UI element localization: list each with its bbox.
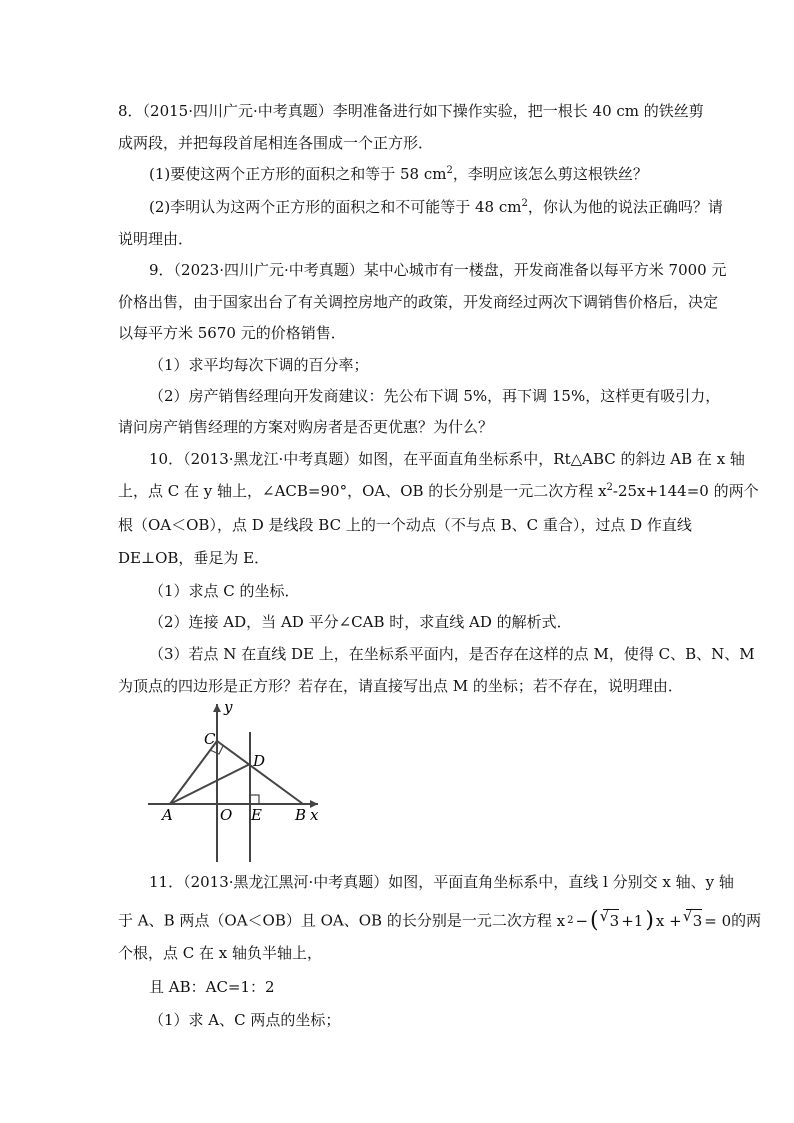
problem-9-question-2-line-2: 请问房产销售经理的方案对购房者是否更优惠？为什么？ <box>118 418 494 436</box>
problem-11-line-2-text: 于 A、B 两点（OA＜OB）且 OA、OB 的长分别是一元二次方程 <box>118 911 552 930</box>
problem-10-line-1: 10．（2013·黑龙江·中考真题）如图，在平面直角坐标系中，Rt△ABC 的斜边 AB 在 x 轴 <box>149 450 745 468</box>
equation-x: x <box>556 911 566 930</box>
label-a: A <box>162 806 173 824</box>
equation-sqrt-3: √ 3 <box>603 909 620 932</box>
equation-right-paren-icon: ) <box>645 907 654 933</box>
problem-8-line-2: 成两段，并把每段首尾相连各围成一个正方形． <box>118 134 434 152</box>
equation-x-plus: x + <box>655 911 682 930</box>
problem-10-line-4: DE⊥OB，垂足为 E． <box>118 549 270 567</box>
label-x: x <box>310 806 319 824</box>
problem-8-question-1-text: (1)要使这两个正方形的面积之和等于 58 cm <box>149 165 447 183</box>
problem-8-question-1-end: ，李明应该怎么剪这根铁丝？ <box>452 165 648 183</box>
problem-10-line-2 <box>118 480 759 502</box>
problem-10-question-1: （1）求点 C 的坐标． <box>149 582 300 600</box>
problem-11-question-1: （1）求 A、C 两点的坐标； <box>149 1011 341 1029</box>
problem-8-line-1: 8．（2015·四川广元·中考真题）李明准备进行如下操作实验，把一根长 40 cm 的铁丝剪 <box>118 102 704 120</box>
problem-10-line-3: 根（OA＜OB），点 D 是线段 BC 上的一个动点（不与点 B、C 重合），过点 D 作直线 <box>118 516 692 534</box>
problem-11-line-3: 个根，点 C 在 x 轴负半轴上， <box>118 944 323 962</box>
problem-9-line-3: 以每平方米 5670 元的价格销售． <box>118 324 346 342</box>
problem-9-question-1: （1）求平均每次下调的百分率； <box>149 356 369 374</box>
equation-equals-zero: = 0 <box>704 911 732 930</box>
problem-8-question-1 <box>149 163 648 185</box>
y-axis-arrow-icon <box>213 704 221 712</box>
equation-minus: − <box>575 911 589 930</box>
problem-8-question-2-line-2: 说明理由． <box>118 230 194 248</box>
problem-8-question-2-end: ，你认为他的说法正确吗？请 <box>527 198 723 216</box>
problem-10-question-2: （2）连接 AD，当 AD 平分∠CAB 时，求直线 AD 的解析式． <box>149 613 572 631</box>
equation-left-paren-icon: ( <box>590 907 599 933</box>
segment-cb <box>217 741 303 804</box>
problem-8-question-2 <box>149 196 723 218</box>
segment-ad <box>170 764 250 804</box>
problem-10-question-3-line-2: 为顶点的四边形是正方形？若存在，请直接写出点 M 的坐标；若不存在，说明理由． <box>118 677 683 695</box>
problem-11-line-2 <box>118 909 761 932</box>
problem-10-line-2-sup: 2 <box>606 482 613 493</box>
quadratic-equation: x 2 − ( √ 3 +1 ) x + √ 3 = 0 <box>557 909 732 932</box>
problem-8-question-1-sup: 2 <box>446 165 453 176</box>
problem-9-line-2: 价格出售，由于国家出台了有关调控房地产的政策，开发商经过两次下调销售价格后，决定 <box>118 293 719 311</box>
equation-plus-one: +1 <box>621 911 644 930</box>
problem-11-line-1: 11．（2013·黑龙江黑河·中考真题）如图，平面直角坐标系中，直线 l 分别交 x 轴、y 轴 <box>149 873 734 891</box>
problem-8-question-2-text: (2)李明认为这两个正方形的面积之和不可能等于 48 cm <box>149 198 522 216</box>
problem-9-question-2-line-1: （2）房产销售经理向开发商建议：先公布下调 5%，再下调 15%，这样更有吸引力， <box>149 387 721 405</box>
coordinate-geometry-figure <box>140 696 330 864</box>
label-d: D <box>253 752 266 770</box>
equation-sqrt-3-second: √ 3 <box>686 909 703 932</box>
problem-10-question-3-line-1: （3）若点 N 在直线 DE 上，在坐标系平面内，是否存在这样的点 M，使得 C、B、N、M <box>149 645 755 663</box>
problem-9-line-1: 9．（2023·四川广元·中考真题）某中心城市有一楼盘，开发商准备以每平方米 7000 元 <box>149 261 727 279</box>
label-e: E <box>251 806 262 824</box>
problem-11-line-4: 且 AB：AC=1：2 <box>149 978 275 996</box>
problem-10-line-2-end: -25x+144=0 的两个 <box>612 482 759 500</box>
problem-10-line-2-text: 上，点 C 在 y 轴上，∠ACB=90°，OA、OB 的长分别是一元二次方程 x <box>118 482 607 500</box>
label-o: O <box>220 806 233 824</box>
label-y: y <box>224 698 233 716</box>
label-b: B <box>295 806 307 824</box>
right-angle-mark-e <box>250 795 259 804</box>
problem-11-line-2-end: 的两 <box>731 911 762 930</box>
problem-8-question-2-sup: 2 <box>521 198 528 209</box>
label-c: C <box>204 730 216 748</box>
